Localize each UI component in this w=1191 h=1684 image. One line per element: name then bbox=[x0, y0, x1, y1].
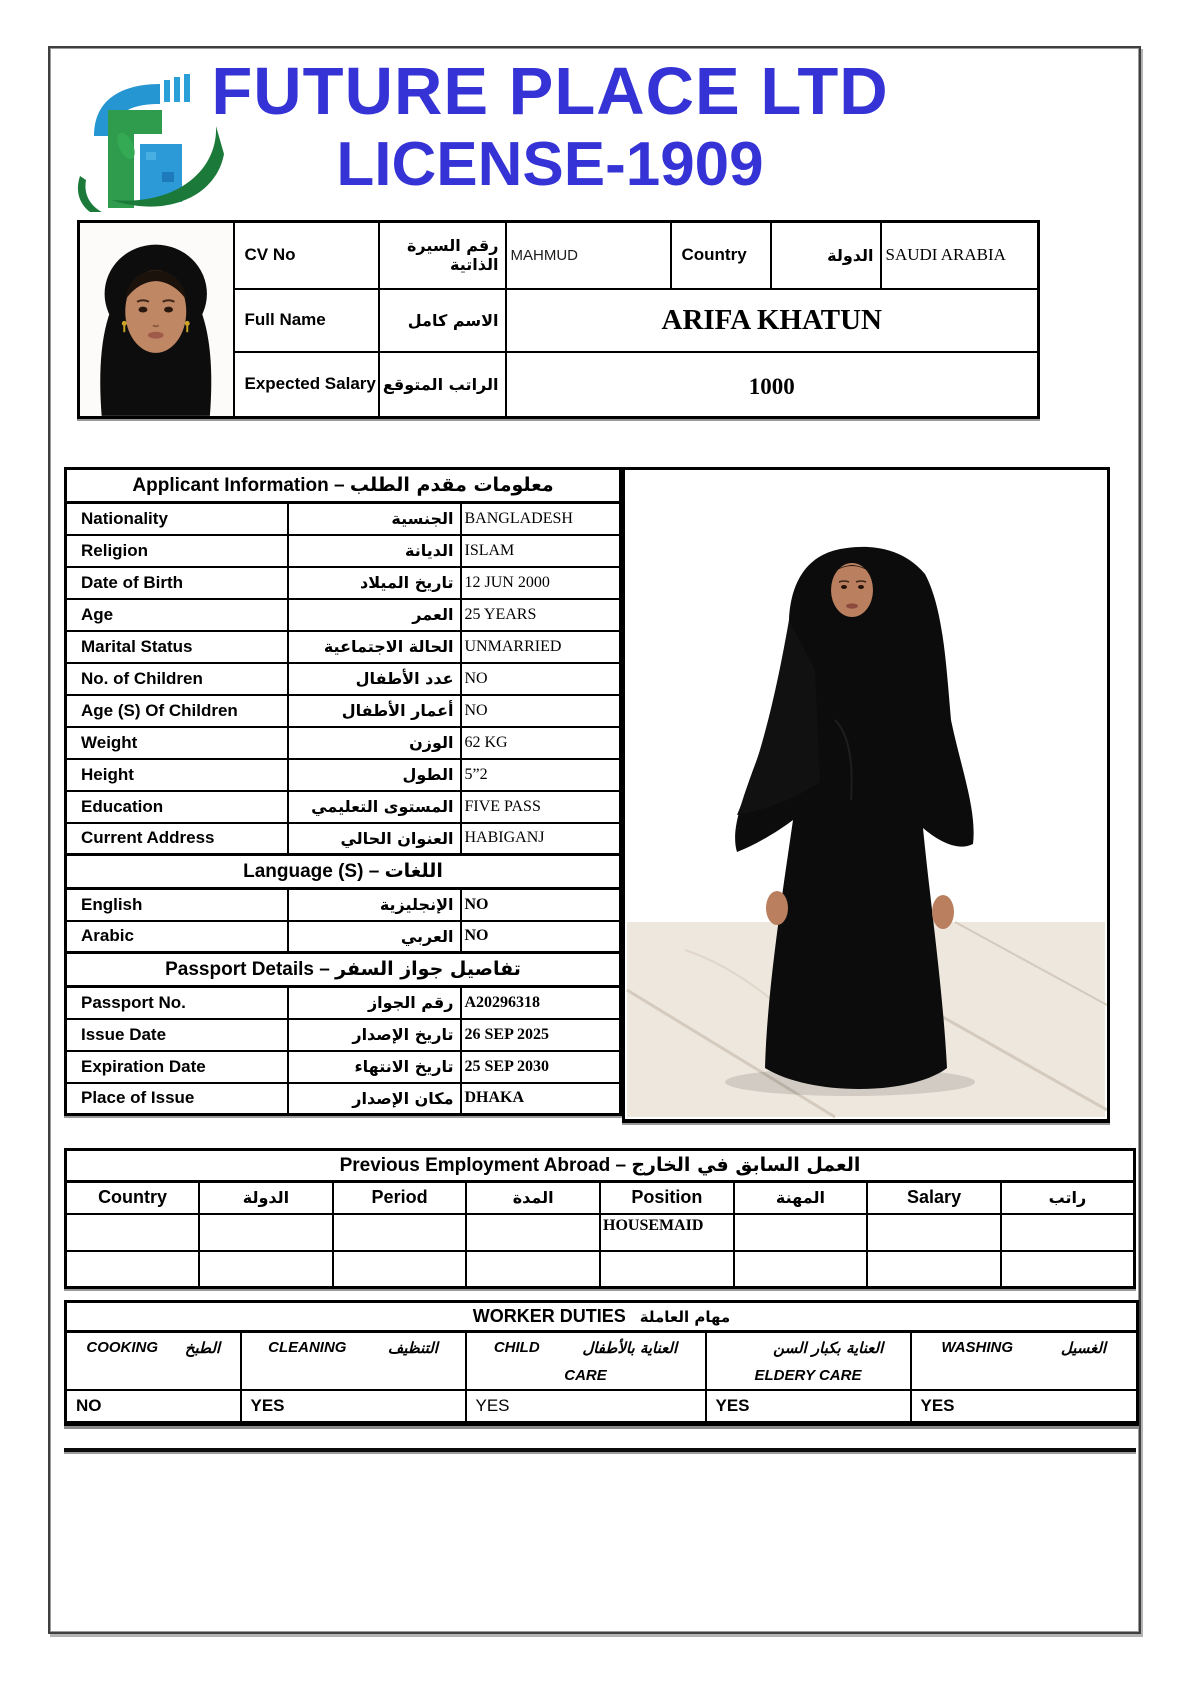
summary-row-cvno bbox=[79, 222, 1039, 289]
salary-value: 1000 bbox=[506, 352, 1039, 417]
worker-duties-section-header: WORKER DUTIES مهام العاملة bbox=[66, 1302, 1138, 1332]
duty-header-cooking: COOKING الطبخ bbox=[66, 1332, 241, 1390]
passport-row-expiry: Expiration Date تاريخ الانتهاء 25 SEP 2030 bbox=[66, 1051, 621, 1083]
license-number-title: LICENSE-1909 bbox=[336, 130, 764, 199]
duty-header-cleaning: CLEANING التنظيف bbox=[241, 1332, 466, 1390]
cvno-label-arabic: رقم السيرة الذاتية bbox=[379, 222, 506, 289]
employment-row-2 bbox=[66, 1251, 1135, 1288]
country-label-arabic: الدولة bbox=[771, 222, 881, 289]
employment-section-header: Previous Employment Abroad – العمل السابق في الخارج bbox=[66, 1150, 1135, 1182]
info-row-children-ages: Age (S) Of Children أعمار الأطفال NO bbox=[66, 695, 621, 727]
company-name-title: FUTURE PLACE LTD bbox=[211, 54, 889, 129]
duty-value-childcare: YES bbox=[466, 1390, 706, 1424]
language-row-arabic: Arabic العربي NO bbox=[66, 921, 621, 953]
worker-duties-table bbox=[64, 1300, 1139, 1426]
info-row-age: Age العمر 25 YEARS bbox=[66, 599, 621, 631]
cvno-value: MAHMUD bbox=[506, 222, 671, 289]
passport-section-header: Passport Details – تفاصيل جواز السفر bbox=[66, 953, 621, 987]
duty-value-elderlycare: YES bbox=[706, 1390, 911, 1424]
info-row-nationality: Nationality الجنسية BANGLADESH bbox=[66, 503, 621, 535]
info-row-height: Height الطول 5”2 bbox=[66, 759, 621, 791]
applicant-fullbody-photo bbox=[622, 467, 1110, 1123]
applicant-info-table bbox=[64, 467, 622, 1116]
duty-header-washing: WASHING الغسيل bbox=[911, 1332, 1138, 1390]
language-row-english: English الإنجليزية NO bbox=[66, 889, 621, 921]
country-label: Country bbox=[671, 222, 771, 289]
employment-table bbox=[64, 1148, 1136, 1289]
info-row-weight: Weight الوزن 62 KG bbox=[66, 727, 621, 759]
passport-row-number: Passport No. رقم الجواز A20296318 bbox=[66, 987, 621, 1019]
info-row-marital: Marital Status الحالة الاجتماعية UNMARRIED bbox=[66, 631, 621, 663]
info-row-dob: Date of Birth تاريخ الميلاد 12 JUN 2000 bbox=[66, 567, 621, 599]
salary-label: Expected Salary bbox=[234, 352, 379, 417]
worker-duties-value-row bbox=[66, 1390, 1138, 1424]
passport-row-place: Place of Issue مكان الإصدار DHAKA bbox=[66, 1083, 621, 1115]
passport-row-issue: Issue Date تاريخ الإصدار 26 SEP 2025 bbox=[66, 1019, 621, 1051]
employment-row-1 bbox=[66, 1214, 1135, 1251]
duty-value-washing: YES bbox=[911, 1390, 1138, 1424]
info-row-education: Education المستوى التعليمي FIVE PASS bbox=[66, 791, 621, 823]
info-row-children: No. of Children عدد الأطفال NO bbox=[66, 663, 621, 695]
fullname-label-arabic: الاسم كامل bbox=[379, 289, 506, 352]
duty-header-childcare: CHILD العناية بالأطفال CARE bbox=[466, 1332, 706, 1390]
document-title-block bbox=[155, 54, 945, 200]
employment-header-row: Country الدولة Period المدة Position المهنة Salary راتب bbox=[66, 1182, 1135, 1214]
fullname-label: Full Name bbox=[234, 289, 379, 352]
info-row-religion: Religion الديانة ISLAM bbox=[66, 535, 621, 567]
salary-label-arabic: الراتب المتوقع bbox=[379, 352, 506, 417]
worker-duties-header-row bbox=[66, 1332, 1138, 1390]
applicant-portrait-photo bbox=[79, 222, 234, 418]
languages-section-header: Language (S) – اللغات bbox=[66, 855, 621, 889]
country-value: SAUDI ARABIA bbox=[881, 222, 1039, 289]
cv-document-page bbox=[48, 46, 1141, 1634]
cvno-label: CV No bbox=[234, 222, 379, 289]
position-value: HOUSEMAID bbox=[600, 1214, 734, 1251]
summary-table bbox=[77, 220, 1040, 419]
duty-header-elderlycare: العناية بكبار السن ELDERY CARE bbox=[706, 1332, 911, 1390]
duty-value-cooking: NO bbox=[66, 1390, 241, 1424]
info-row-address: Current Address العنوان الحالي HABIGANJ bbox=[66, 823, 621, 855]
duty-value-cleaning: YES bbox=[241, 1390, 466, 1424]
fullname-value: ARIFA KHATUN bbox=[506, 289, 1039, 352]
bottom-divider-rule bbox=[64, 1448, 1136, 1452]
applicant-info-section-header: Applicant Information – معلومات مقدم الطلب bbox=[66, 469, 621, 503]
